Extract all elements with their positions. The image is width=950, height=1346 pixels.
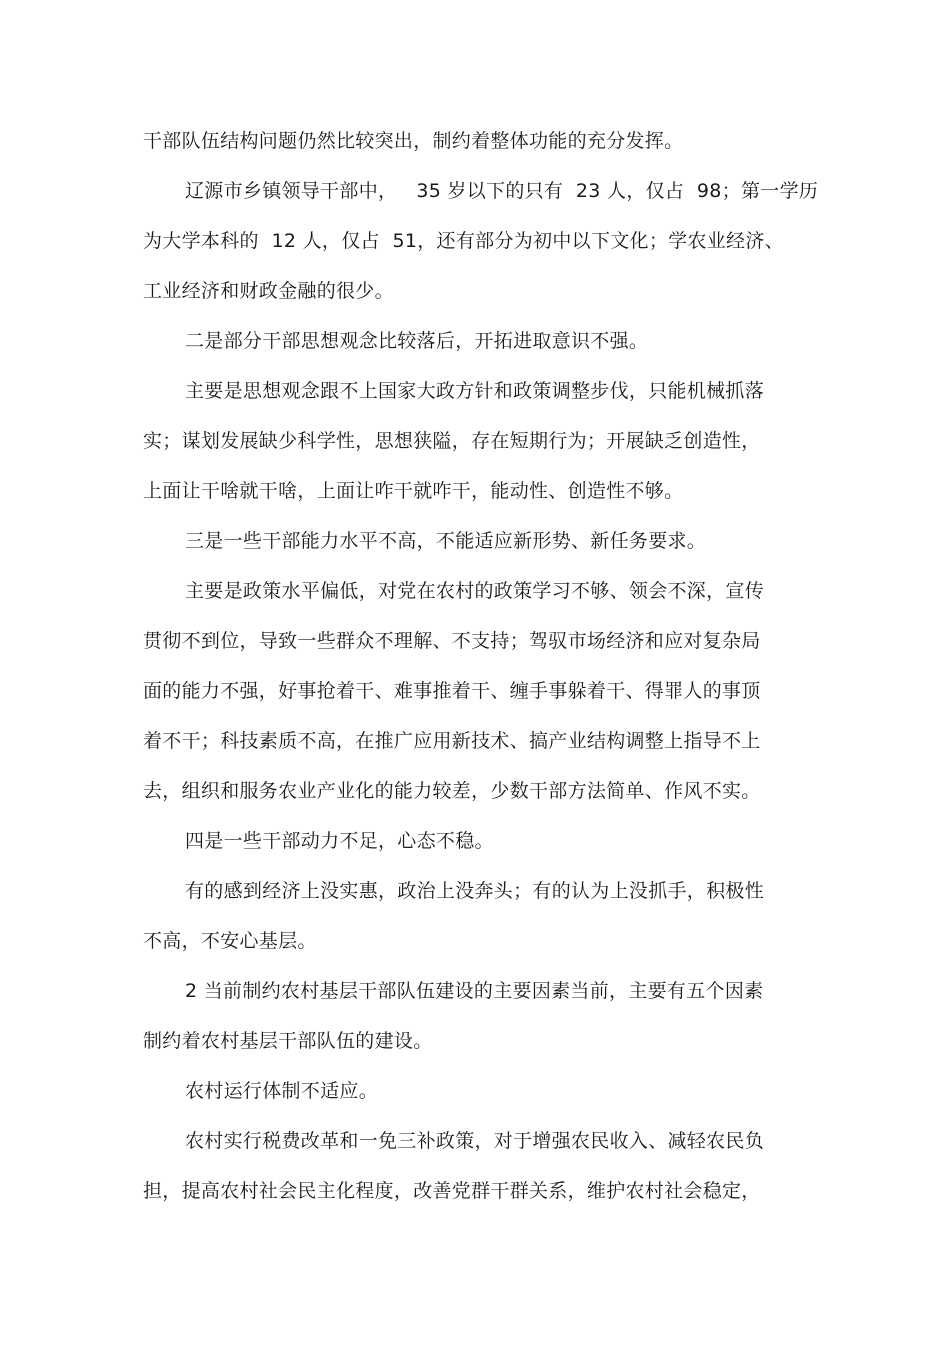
text-line: 二是部分干部思想观念比较落后，开拓进取意识不强。 — [185, 330, 649, 352]
text-line: 2 当前制约农村基层干部队伍建设的主要因素当前，主要有五个因素 — [185, 980, 764, 1002]
text-line: 农村运行体制不适应。 — [185, 1080, 379, 1102]
text-line: 农村实行税费改革和一免三补政策，对于增强农民收入、减轻农民负 — [185, 1130, 765, 1152]
text-line: 三是一些干部能力水平不高，不能适应新形势、新任务要求。 — [185, 530, 707, 552]
text-line: 干部队伍结构问题仍然比较突出，制约着整体功能的充分发挥。 — [143, 130, 684, 152]
text-line: 制约着农村基层干部队伍的建设。 — [143, 1030, 433, 1052]
text-line: 贯彻不到位，导致一些群众不理解、不支持；驾驭市场经济和应对复杂局 — [143, 630, 761, 652]
text-line: 有的感到经济上没实惠，政治上没奔头；有的认为上没抓手，积极性 — [185, 880, 765, 902]
text-line: 去，组织和服务农业产业化的能力较差，少数干部方法简单、作风不实。 — [143, 780, 761, 802]
text-line: 主要是思想观念跟不上国家大政方针和政策调整步伐，只能机械抓落 — [185, 380, 765, 402]
text-line: 为大学本科的 12 人，仅占 51，还有部分为初中以下文化；学农业经济、 — [143, 230, 784, 252]
text-line: 不高，不安心基层。 — [143, 930, 317, 952]
text-line: 实；谋划发展缺少科学性，思想狭隘，存在短期行为；开展缺乏创造性， — [143, 430, 761, 452]
text-line: 面的能力不强，好事抢着干、难事推着干、缠手事躲着干、得罪人的事顶 — [143, 680, 761, 702]
text-line: 辽源市乡镇领导干部中， 35 岁以下的只有 23 人，仅占 98；第一学历 — [185, 180, 819, 202]
text-line: 担，提高农村社会民主化程度，改善党群干群关系，维护农村社会稳定， — [143, 1180, 761, 1202]
text-line: 四是一些干部动力不足，心态不稳。 — [185, 830, 494, 852]
text-line: 工业经济和财政金融的很少。 — [143, 280, 394, 302]
text-line: 上面让干啥就干啥，上面让咋干就咋干，能动性、创造性不够。 — [143, 480, 684, 502]
text-line: 着不干；科技素质不高，在推广应用新技术、搞产业结构调整上指导不上 — [143, 730, 761, 752]
text-line: 主要是政策水平偏低，对党在农村的政策学习不够、领会不深，宣传 — [185, 580, 765, 602]
